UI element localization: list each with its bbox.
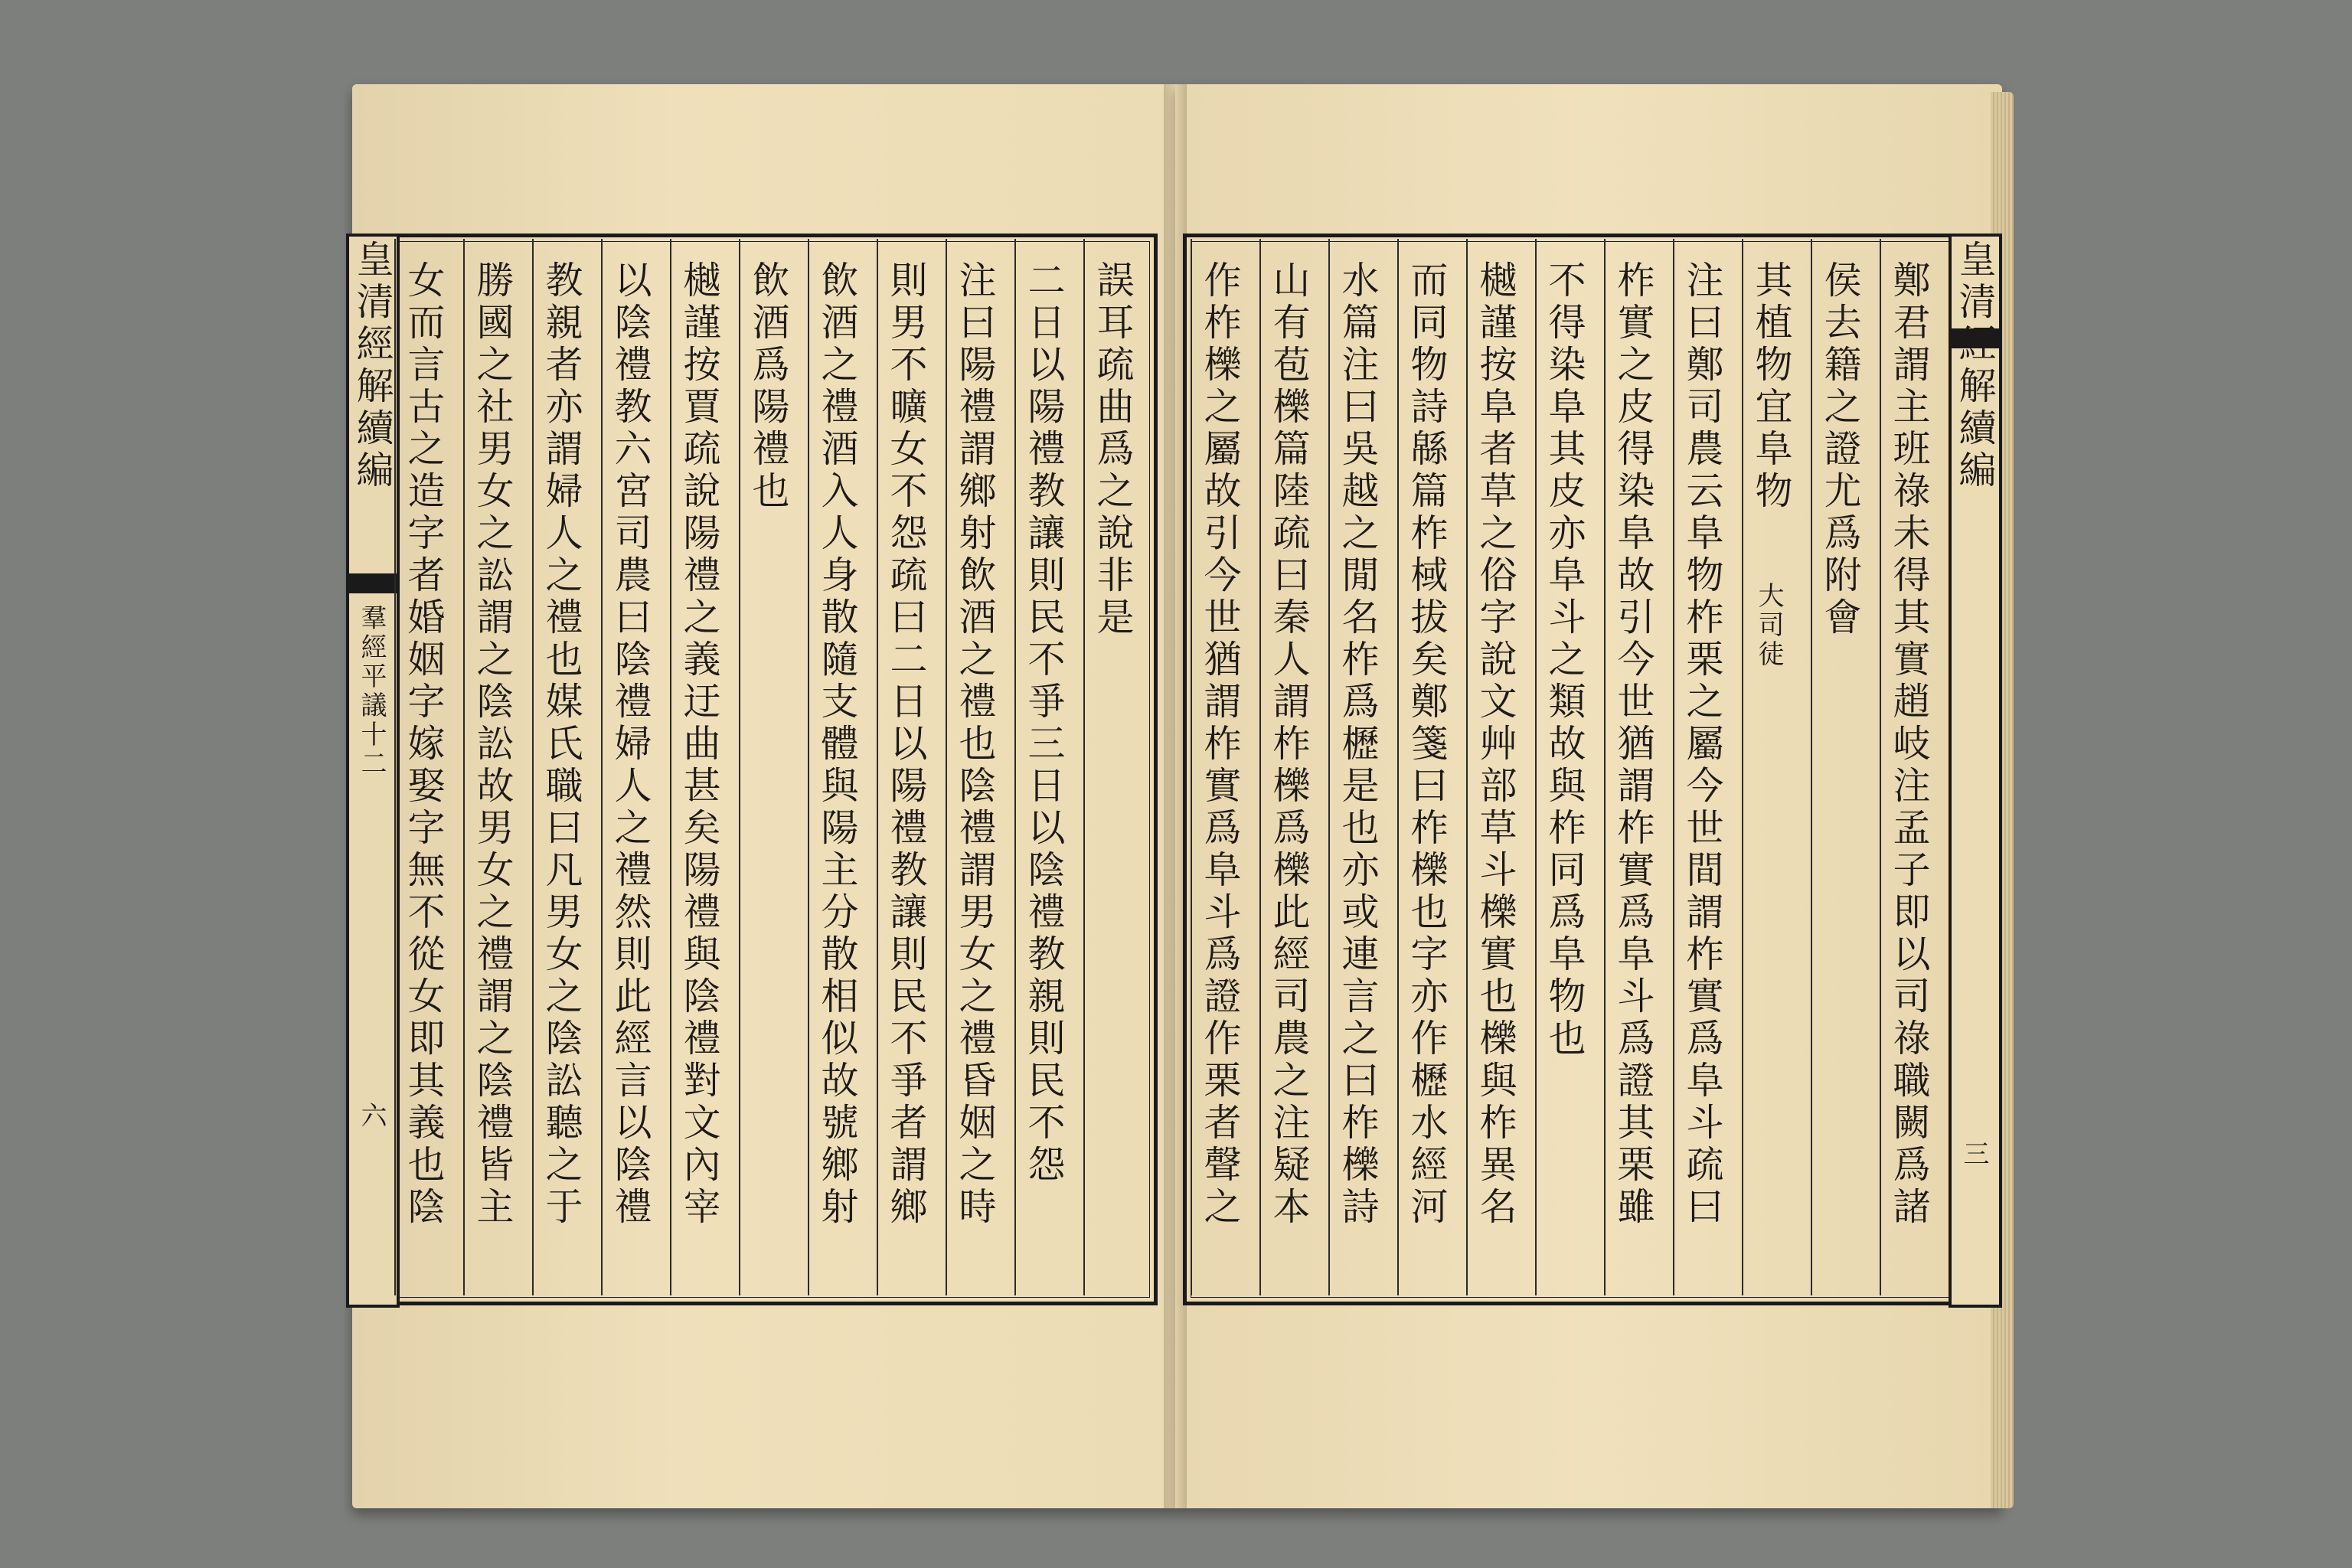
- left-column-rule: [946, 239, 947, 1295]
- left-column-rule: [1014, 239, 1016, 1295]
- left-text-column: 飲酒爲陽禮也: [746, 260, 790, 513]
- left-margin-title: 皇清經解續編: [351, 240, 394, 492]
- right-text-column: 不得染阜其皮亦阜斗之類故與柞同爲阜物也: [1543, 260, 1586, 1060]
- left-column-rule: [739, 239, 740, 1295]
- left-column-rule: [877, 239, 878, 1295]
- right-column-rule: [1535, 239, 1537, 1295]
- left-column-rule: [670, 239, 671, 1295]
- right-column-rule: [1191, 239, 1192, 1295]
- right-column-rule: [1604, 239, 1606, 1295]
- right-column-rule: [1673, 239, 1674, 1295]
- left-margin-section: 羣經平議十二: [356, 604, 387, 779]
- left-column-rule: [463, 239, 465, 1295]
- left-column-rule: [808, 239, 809, 1295]
- left-column-rule: [394, 239, 396, 1295]
- right-text-column: 山有苞櫟篇陸疏曰秦人謂柞櫟爲櫟此經司農之注疑本: [1267, 260, 1311, 1229]
- right-margin-page: 三: [1958, 1140, 1989, 1169]
- left-text-column: 教親者亦謂婦人之禮也媒氏職曰凡男女之陰訟聽之于: [540, 260, 583, 1229]
- right-column-rule: [1397, 239, 1399, 1295]
- right-column-rule: [1880, 239, 1881, 1295]
- right-text-column: 其植物宜阜物: [1749, 260, 1793, 513]
- fishtail-mark: [349, 573, 397, 593]
- right-note: 大司徒: [1753, 582, 1784, 669]
- left-text-column: 女而言古之造字者婚姻字嫁娶字無不從女即其義也陰: [402, 260, 446, 1229]
- left-text-column: 二日以陽禮教讓則民不爭三日以陰禮教親則民不怨: [1022, 260, 1066, 1187]
- left-margin-strip: [346, 234, 400, 1308]
- left-text-column: 誤耳疏曲爲之說非是: [1091, 260, 1135, 639]
- left-column-rule: [601, 239, 603, 1295]
- left-margin-page: 六: [356, 1102, 387, 1131]
- left-text-column: 則男不曠女不怨疏曰二日以陽禮教讓則民不爭者謂鄉: [884, 260, 928, 1229]
- right-text-column: 水篇注曰吳越之閒名柞爲櫪是也亦或連言之曰柞櫟詩: [1336, 260, 1380, 1229]
- right-margin-title: 皇清經解續編: [1953, 240, 1997, 492]
- right-column-rule: [1742, 239, 1743, 1295]
- right-margin-strip: [1949, 234, 2002, 1308]
- left-text-column: 勝國之社男女之訟謂之陰訟故男女之禮謂之陰禮皆主: [471, 260, 514, 1229]
- right-column-rule: [1466, 239, 1468, 1295]
- right-text-column: 柞實之皮得染阜故引今世猶謂柞實爲阜斗爲證其栗雖: [1612, 260, 1655, 1229]
- right-text-column: 注曰鄭司農云阜物柞栗之屬今世間謂柞實爲阜斗疏曰: [1681, 260, 1724, 1229]
- right-text-column: 樾謹按阜者草之俗字說文艸部草斗櫟實也櫟與柞異名: [1474, 260, 1517, 1229]
- right-text-column: 而同物詩緜篇柞棫拔矣鄭箋曰柞櫟也字亦作櫪水經河: [1405, 260, 1449, 1229]
- left-text-column: 飲酒之禮酒入人身散隨支體與陽主分散相似故號鄉射: [815, 260, 859, 1229]
- right-text-column: 作柞櫟之屬故引今世猶謂柞實爲阜斗爲證作栗者聲之: [1198, 260, 1242, 1229]
- right-text-column: 侯去籍之證尤爲附會: [1818, 260, 1862, 639]
- right-column-rule: [1811, 239, 1812, 1295]
- left-text-column: 樾謹按賈疏說陽禮之義迂曲甚矣陽禮與陰禮對文內宰: [678, 260, 721, 1229]
- right-text-column: 鄭君謂主班祿未得其實趙岐注孟子即以司祿職闕爲諸: [1887, 260, 1931, 1229]
- left-text-column: 以陰禮教六宮司農曰陰禮婦人之禮然則此經言以陰禮: [609, 260, 652, 1229]
- right-column-rule: [1259, 239, 1261, 1295]
- left-column-rule: [532, 239, 534, 1295]
- left-text-column: 注曰陽禮謂鄉射飲酒之禮也陰禮謂男女之禮昏姻之時: [953, 260, 997, 1229]
- right-column-rule: [1328, 239, 1330, 1295]
- left-column-rule: [1083, 239, 1085, 1295]
